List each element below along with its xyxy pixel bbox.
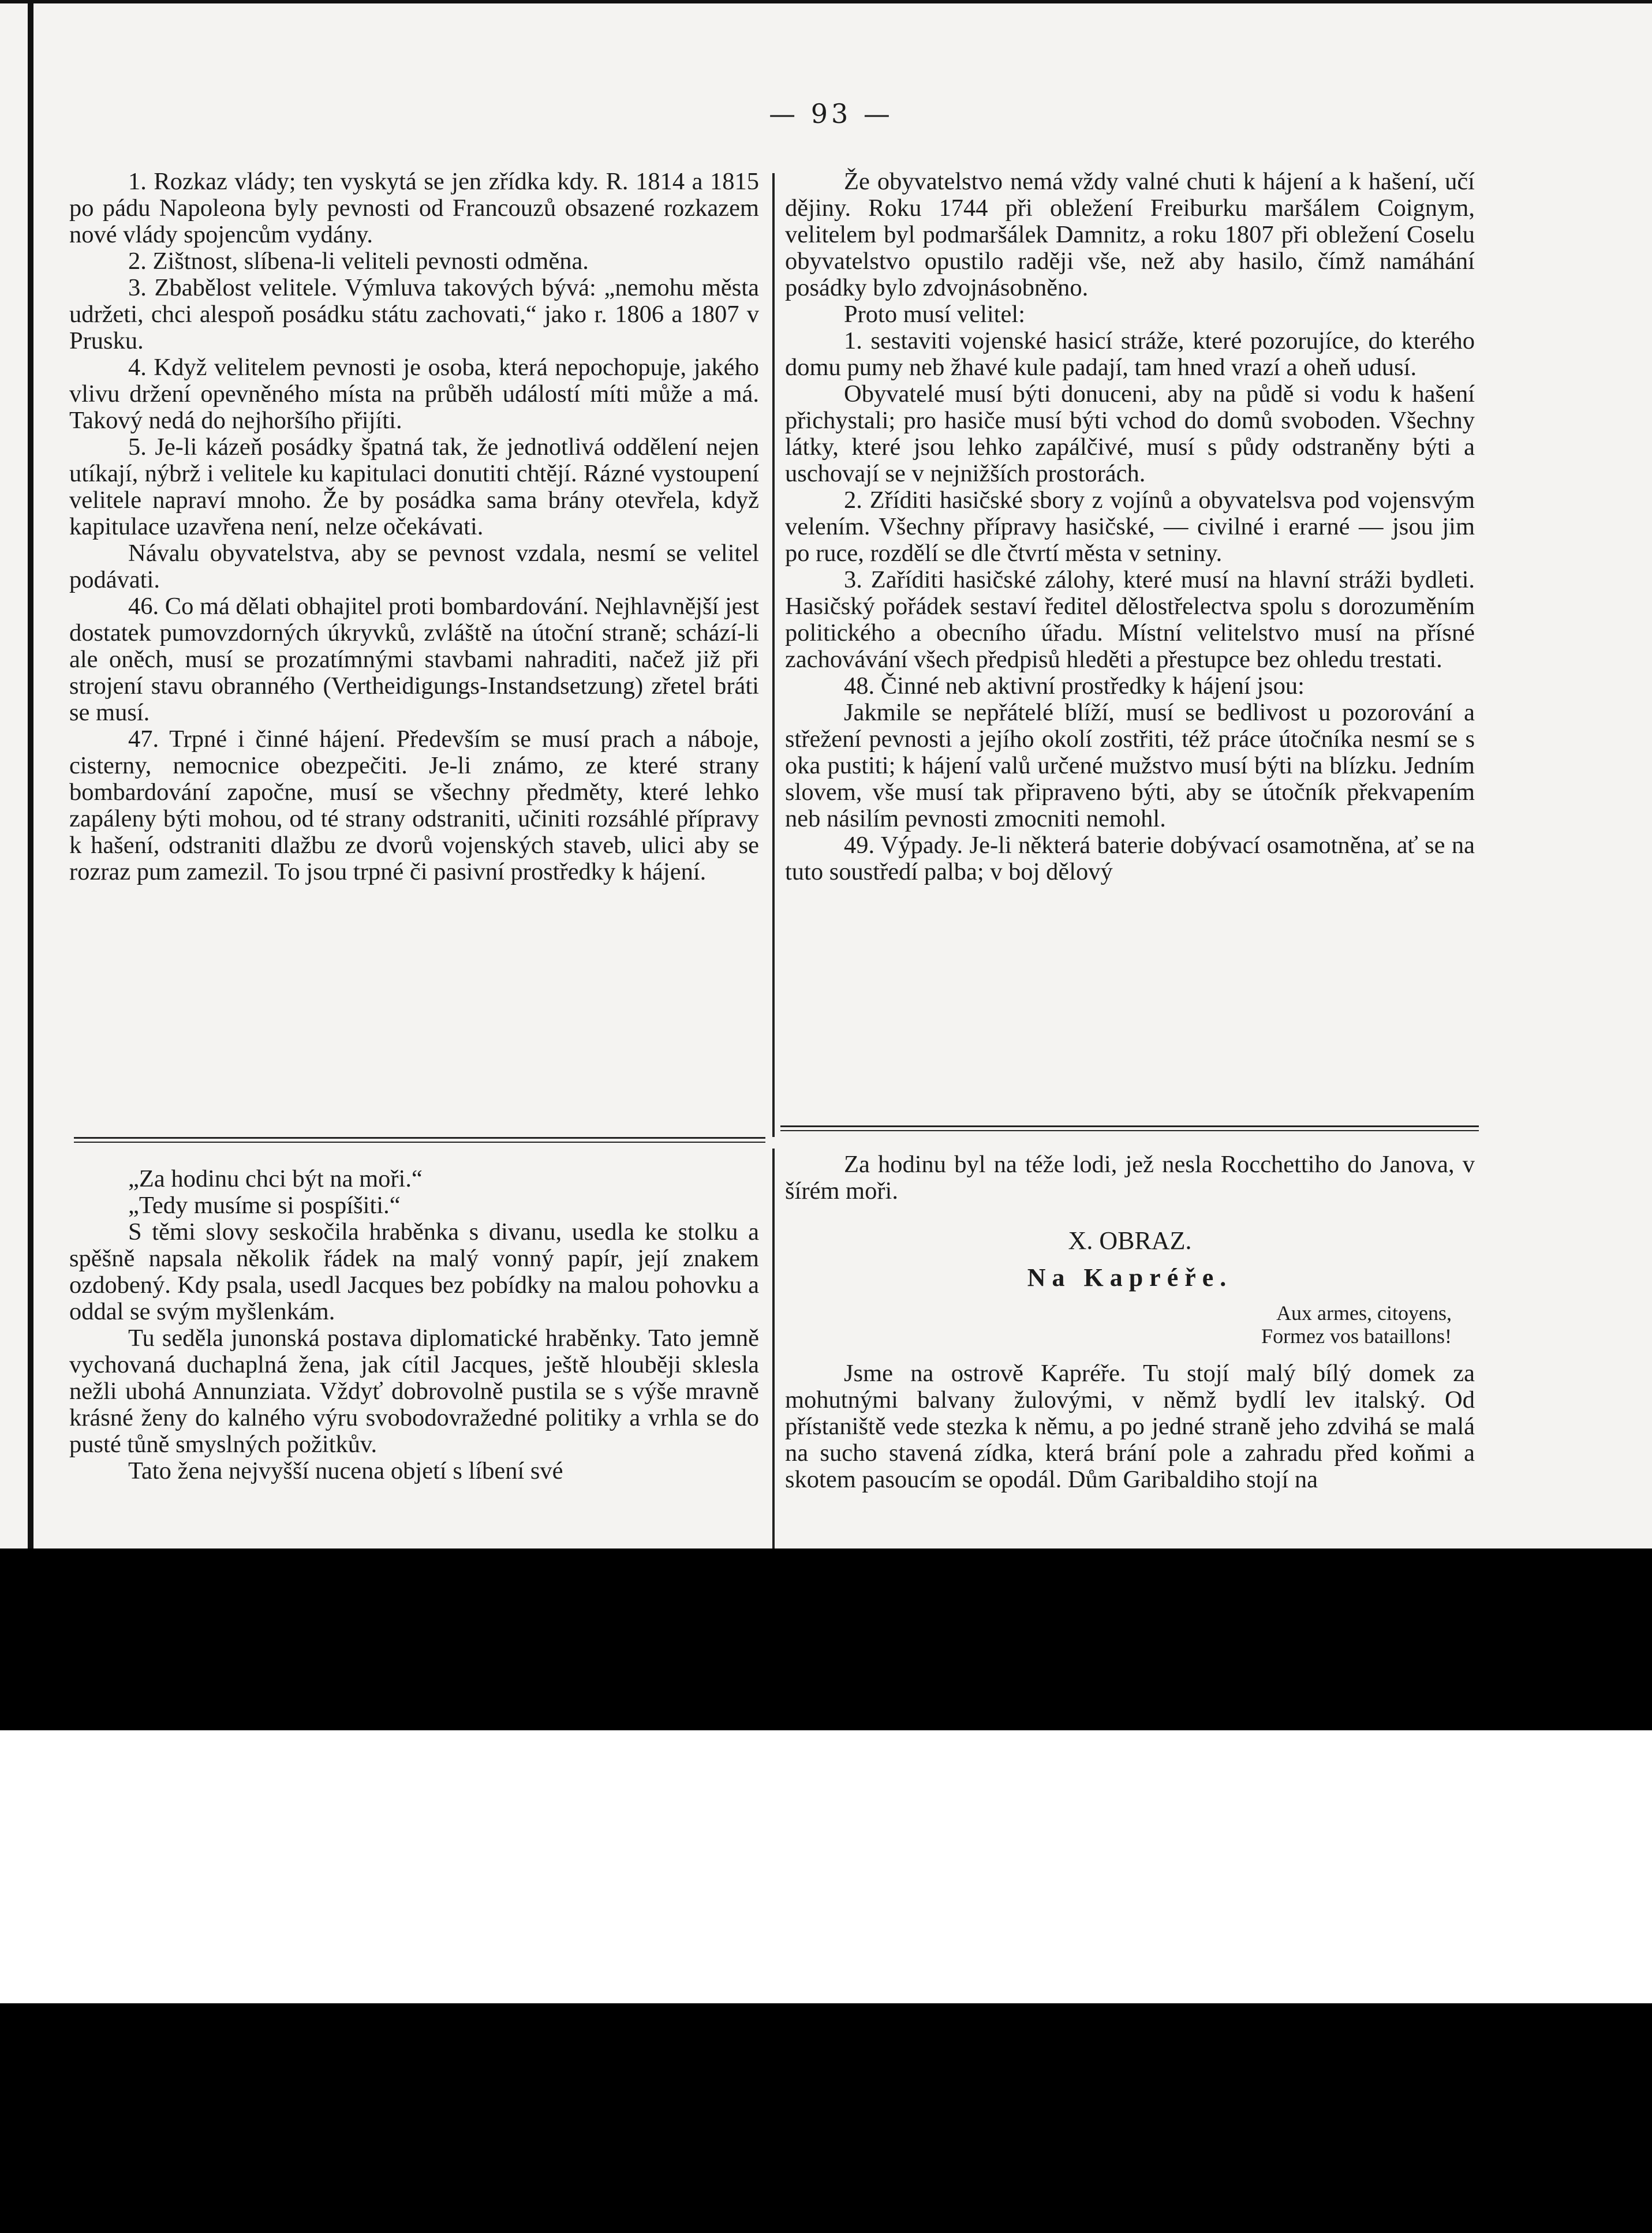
section-rule-right	[780, 1125, 1479, 1127]
dialogue-line: „Tedy musíme si pospíšiti.“	[128, 1192, 401, 1219]
left-column	[69, 169, 759, 885]
paragraph: Proto musí velitel:	[844, 301, 1026, 328]
paragraph: 48. Činné neb aktivní prostředky k hájení jsou:	[844, 672, 1305, 700]
story-paragraph: Tu seděla junonská postava diplomatické hraběnky. Tato jemně vychovaná duchaplná žena, jak cítil Jacques, ještě hlouběji sklesla nežli ubohá Annunziata. Vždyť dobrovolně pustila se s výše mravně krásné ženy do kalného výru svobodovražedné politiky a vrhla se do pusté tůně smyslných požitkův.	[69, 1325, 759, 1458]
story-paragraph: Tato žena nejvyšší nucena objetí s líbení své	[128, 1457, 563, 1484]
paragraph: Obyvatelé musí býti donuceni, aby na půdě si vodu k hašení přichystali; pro hasiče musí býti vchod do domů svoboden. Všechny látky, které jsou lehko zapálčivé, musí s půdy odstraněny býti a uschovají se v nejnižších prostorách.	[785, 380, 1475, 487]
chapter-subtitle: Na Kapréře.	[1027, 1263, 1233, 1292]
paragraph: 1. Rozkaz vlády; ten vyskytá se jen zřídka kdy. R. 1814 a 1815 po pádu Napoleona byly pevnosti od Francouzů obsazené rozkazem nové vlády spojencům vydány.	[69, 168, 759, 248]
section-rule-left-thin	[74, 1142, 765, 1143]
paragraph: 5. Je-li kázeň posádky špatná tak, že jednotlivá oddělení nejen utíkají, nýbrž i velitele ku kapitulaci donutiti chtějí. Rázné vystoupení velitele napraví mnoho. Že by posádka sama brány otevřela, když kapitulace uzavřena není, nelze očekávati.	[69, 433, 759, 540]
story-paragraph: Jsme na ostrově Kapréře. Tu stojí malý bílý domek za mohutnými balvany žulovými, v němž bydlí lev italský. Od přístaniště vede stezka k němu, a po jedné straně jeho zdvihá se malá na sucho stavená zídka, která brání pole a zahradu před koňmi a skotem pasoucím se opodál. Dům Garibaldiho stojí na	[785, 1360, 1475, 1493]
paragraph: 3. Zbabělost velitele. Výmluva takových bývá: „nemohu města udržeti, chci alespoň posádku státu zachovati,“ jako r. 1806 a 1807 v Prusku.	[69, 274, 759, 354]
story-right-column	[785, 1151, 1475, 1493]
black-band-upper	[0, 1548, 1652, 1730]
paragraph: 49. Výpady. Je-li některá baterie dobývací osamotněna, ať se na tuto soustředí palba; v boj dělový	[785, 832, 1475, 885]
paragraph: 2. Zříditi hasičské sbory z vojínů a obyvatelsva pod vojensvým velením. Všechny přípravy hasičské, — civilné i erarné — jsou jim po ruce, rozdělí se dle čtvrtí města v setniny.	[785, 487, 1475, 567]
story-paragraph: S těmi slovy seskočila hraběnka s divanu, usedla ke stolku a spěšně napsala několik řádek na malý vonný papír, její znakem ozdobený. Kdy psala, usedl Jacques bez pobídky na malou pohovku a oddal se svým myšlenkám.	[69, 1218, 759, 1325]
page-number: — 93 —	[769, 98, 894, 129]
story-left-column	[69, 1166, 759, 1484]
column-divider-upper	[772, 173, 775, 1137]
paragraph: 47. Trpné i činné hájení. Především se musí prach a náboje, cisterny, nemocnice obezpečiti. Je-li známo, ze které strany bombardování započne, musí se všechny předměty, které lehko zapáleny býti mohou, od té strany odstraniti, učiniti rozsáhlé přípravy k hašení, odstraniti dlažbu ze dvorů vojenských staveb, ulici aby se rozraz pum zamezil. To jsou trpné či pasivní prostředky k hájení.	[69, 725, 759, 885]
section-rule-right-thin	[780, 1130, 1479, 1131]
paragraph: 1. sestaviti vojenské hasicí stráže, které pozorujíce, do kterého domu pumy neb žhavé kule padají, tam hned vrazí a oheň udusí.	[785, 327, 1475, 381]
section-rule-left	[74, 1137, 765, 1139]
epigraph-line: Formez vos bataillons!	[1261, 1325, 1452, 1348]
paragraph: 2. Zištnost, slíbena-li veliteli pevnosti odměna.	[128, 248, 589, 275]
chapter-title: X. OBRAZ.	[1068, 1226, 1192, 1255]
page-left-edge	[28, 0, 33, 1548]
black-band-lower	[0, 2003, 1652, 2233]
epigraph-line: Aux armes, citoyens,	[1276, 1301, 1452, 1325]
paragraph: Že obyvatelstvo nemá vždy valné chuti k hájení a k hašení, učí dějiny. Roku 1744 při obležení Freiburku maršálem Coignym, velitelem byl podmaršálek Damnitz, a roku 1807 při obležení Coselu obyvatelstvo opustilo raději vše, než aby hasilo, čímž namáhání posádky bylo zdvojnásobněno.	[785, 168, 1475, 301]
right-column	[785, 169, 1475, 885]
column-divider-lower	[772, 1149, 775, 1548]
paragraph: 4. Když velitelem pevnosti je osoba, která nepochopuje, jakého vlivu držení opevněného místa na průběh událostí míti může a má. Takový nedá do nejhoršího přijíti.	[69, 354, 759, 434]
paragraph: 3. Zaříditi hasičské zálohy, které musí na hlavní stráži bydleti. Hasičský pořádek sestaví ředitel dělostřelectva spolu s dorozuměním politického a obecního úřadu. Místní velitelstvo musí na přísné zachovávání všech předpisů hleděti a přestupce bez ohledu trestati.	[785, 566, 1475, 673]
paragraph: Návalu obyvatelstva, aby se pevnost vzdala, nesmí se velitel podávati.	[69, 540, 759, 593]
page-top-edge	[0, 0, 1652, 3]
epigraph	[785, 1301, 1475, 1348]
paragraph: 46. Co má dělati obhajitel proti bombardování. Nejhlavnější jest dostatek pumovzdorných úkryvků, zvláště na útoční straně; schází-li ale oněch, musí se prozatímnými stavbami nahraditi, načež již při strojení stavu obranného (Vertheidigungs-Instandsetzung) zřetel bráti se musí.	[69, 593, 759, 726]
paragraph: Jakmile se nepřátelé blíží, musí se bedlivost u pozorování a střežení pevnosti a jejího okolí zostřiti, též práce útočníka nesmí se s oka pustiti; k hájení valů určené mužstvo musí býti na blízku. Jedním slovem, vše musí tak připraveno býti, aby se útočník překvapením neb násilím pevnosti zmocniti nemohl.	[785, 699, 1475, 832]
story-intro: Za hodinu byl na téže lodi, jež nesla Rocchettiho do Janova, v šírém moři.	[785, 1151, 1475, 1205]
dialogue-line: „Za hodinu chci být na moři.“	[128, 1165, 423, 1192]
